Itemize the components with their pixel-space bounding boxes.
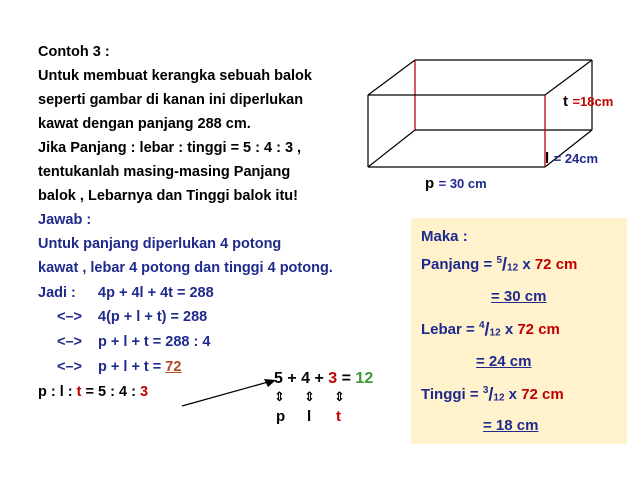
figure-t-label: t: [563, 93, 568, 110]
ratio-sep-3: :: [106, 384, 120, 400]
problem-line-1: Untuk membuat kerangka sebuah balok: [38, 68, 312, 84]
sum-a: 5: [274, 370, 283, 387]
ratio-sep-4: :: [127, 384, 140, 400]
problem-line-3: kawat dengan panjang 288 cm.: [38, 116, 251, 132]
jadi-eq3: p + l + t = 288 : 4: [98, 334, 211, 350]
jadi-eq1: 4p + 4l + 4t = 288: [98, 285, 214, 301]
box-panjang-den: 12: [507, 262, 519, 274]
jadi-eq2: 4(p + l + t) = 288: [98, 309, 208, 325]
jadi-label: Jadi :: [38, 285, 76, 301]
figure-l-dimension: [545, 150, 598, 168]
sum-plus-1: +: [282, 370, 302, 387]
figure-t-value: =18cm: [572, 94, 614, 109]
box-lebar-num: 4: [478, 320, 485, 332]
box-tinggi-fraction: [482, 385, 505, 406]
fraction-slash: /: [484, 320, 490, 341]
sum-label-t: t: [336, 408, 341, 425]
ratio-sep-1: :: [46, 384, 60, 400]
box-lebar-label: Lebar =: [421, 321, 479, 338]
pointer-arrow: [180, 372, 280, 412]
ratio-eq: =: [81, 384, 99, 400]
box-lebar-line: [421, 321, 560, 339]
box-panjang-value: 72 cm: [534, 256, 578, 273]
jadi-eq4-value: 72: [165, 359, 182, 375]
box-lebar-value: 72 cm: [517, 321, 560, 338]
figure-p-dimension: [425, 175, 487, 193]
box-lebar-den: 12: [489, 327, 501, 339]
box-tinggi-line: [421, 386, 564, 404]
ratio-c: 3: [139, 384, 149, 400]
box-panjang-line: [421, 256, 577, 274]
figure-t-dimension: [563, 93, 613, 111]
box-panjang-fraction: [496, 255, 519, 276]
ratio-line: [38, 380, 148, 404]
sum-eq: =: [337, 370, 356, 387]
problem-line-5: tentukanlah masing-masing Panjang: [38, 164, 291, 180]
jadi-eq4-prefix: p + l + t =: [98, 359, 166, 375]
box-panjang-num: 5: [496, 255, 503, 267]
equivalence-arrow-1: <–>: [57, 309, 82, 325]
problem-line-4: Jika Panjang : lebar : tinggi = 5 : 4 : 3 ,: [38, 140, 302, 156]
box-tinggi-result: = 18 cm: [483, 417, 539, 434]
sum-b: 4: [301, 370, 311, 387]
ratio-t: t: [76, 384, 82, 400]
answer-box: [411, 218, 627, 444]
equivalence-arrow-2: <–>: [57, 334, 82, 350]
figure-p-label: p: [425, 175, 435, 192]
problem-line-2: seperti gambar di kanan ini diperlukan: [38, 92, 304, 108]
equivalence-arrow-3: <–>: [57, 359, 82, 375]
box-lebar-fraction: [478, 320, 501, 341]
problem-line-6: balok , Lebarnya dan Tinggi balok itu!: [38, 188, 298, 204]
sum-arrow-t: ⇕: [334, 389, 345, 404]
figure-l-label: l: [545, 150, 550, 167]
box-panjang-result: = 30 cm: [491, 288, 547, 305]
box-times: x: [518, 256, 535, 273]
ratio-l: l: [59, 384, 64, 400]
ratio-a: 5: [98, 384, 107, 400]
sum-line: [274, 370, 373, 388]
example-title: Contoh 3 :: [38, 44, 110, 60]
box-tinggi-value: 72 cm: [521, 386, 564, 403]
box-panjang-label: Panjang =: [421, 256, 497, 273]
sum-label-p: p: [276, 408, 286, 425]
fraction-slash: /: [488, 385, 494, 406]
box-tinggi-num: 3: [482, 385, 489, 397]
sum-arrow-l: ⇕: [304, 389, 315, 404]
box-tinggi-label: Tinggi =: [421, 386, 483, 403]
sum-c: 3: [328, 370, 338, 387]
answer-heading: Jawab :: [38, 212, 92, 228]
answer-line-1: Untuk panjang diperlukan 4 potong: [38, 236, 282, 252]
ratio-p: p: [38, 384, 47, 400]
box-lebar-result: = 24 cm: [476, 353, 532, 370]
figure-l-value: = 24cm: [553, 151, 599, 166]
jadi-eq4: [98, 355, 181, 379]
sum-arrow-p: ⇕: [274, 389, 285, 404]
answer-line-2: kawat , lebar 4 potong dan tinggi 4 potong.: [38, 260, 333, 276]
sum-total: 12: [355, 370, 374, 387]
box-heading: Maka :: [421, 228, 468, 245]
sum-label-l: l: [307, 408, 312, 425]
box-times: x: [504, 386, 522, 403]
ratio-b: 4: [119, 384, 128, 400]
figure-p-value: = 30 cm: [438, 176, 487, 191]
ratio-sep-2: :: [63, 384, 77, 400]
fraction-slash: /: [502, 255, 508, 276]
box-tinggi-den: 12: [493, 392, 505, 404]
sum-plus-2: +: [310, 370, 329, 387]
box-times: x: [500, 321, 518, 338]
